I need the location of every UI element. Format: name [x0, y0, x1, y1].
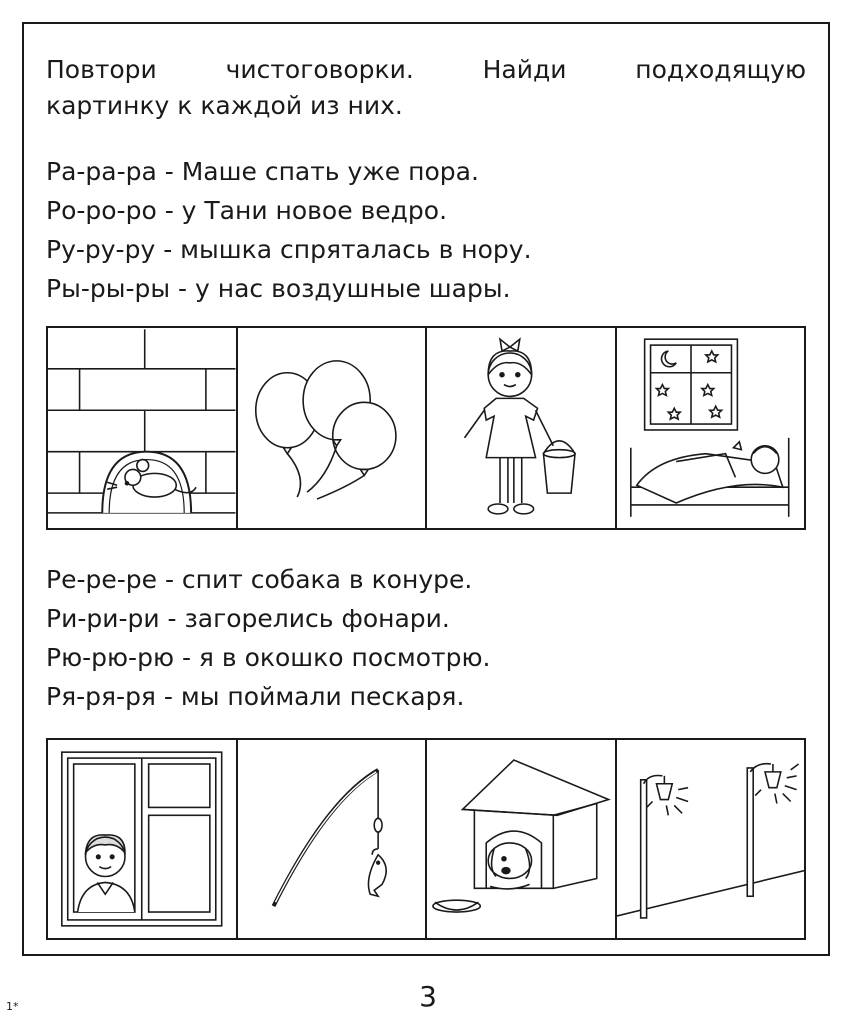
fishing-rod-icon [238, 740, 426, 938]
boy-at-window-icon [48, 740, 236, 938]
instruction [46, 52, 806, 124]
verse-ri: Ри-ри-ри - загорелись фонари. [46, 604, 450, 633]
dog-kennel-icon [427, 740, 615, 938]
verse-ry: Ры-ры-ры - у нас воздушные шары. [46, 274, 511, 303]
corner-mark: 1* [6, 1000, 19, 1013]
verses-group-2 [46, 560, 806, 716]
verses-group-1 [46, 152, 806, 308]
verse-ra: Ра-ра-ра - Маше спать уже пора. [46, 157, 479, 186]
verse-ryu: Рю-рю-рю - я в окошко посмотрю. [46, 643, 491, 672]
picture-cell-girl-bucket[interactable] [427, 328, 617, 528]
picture-cell-boy-window[interactable] [48, 740, 238, 938]
mouse-in-hole-icon [48, 328, 236, 528]
picture-strip-1 [46, 326, 806, 530]
picture-cell-dog-kennel[interactable] [427, 740, 617, 938]
picture-cell-balloons[interactable] [238, 328, 428, 528]
girl-with-bucket-icon [427, 328, 615, 528]
instruction-line-1: Повтори чистоговорки. Найди подходящую [46, 55, 806, 84]
balloons-icon [238, 328, 426, 528]
page-number: 3 [419, 980, 437, 1013]
picture-cell-street-lamps[interactable] [617, 740, 805, 938]
picture-strip-2 [46, 738, 806, 940]
verse-re: Ре-ре-ре - спит собака в конуре. [46, 565, 473, 594]
girl-sleeping-icon [617, 328, 805, 528]
picture-cell-fishing-rod[interactable] [238, 740, 428, 938]
picture-cell-girl-sleeping[interactable] [617, 328, 805, 528]
verse-ro: Ро-ро-ро - у Тани новое ведро. [46, 196, 448, 225]
street-lamps-icon [617, 740, 805, 938]
verse-rya: Ря-ря-ря - мы поймали пескаря. [46, 682, 465, 711]
instruction-line-2: картинку к каждой из них. [46, 91, 403, 120]
picture-cell-mouse[interactable] [48, 328, 238, 528]
verse-ru: Ру-ру-ру - мышка спряталась в нору. [46, 235, 532, 264]
